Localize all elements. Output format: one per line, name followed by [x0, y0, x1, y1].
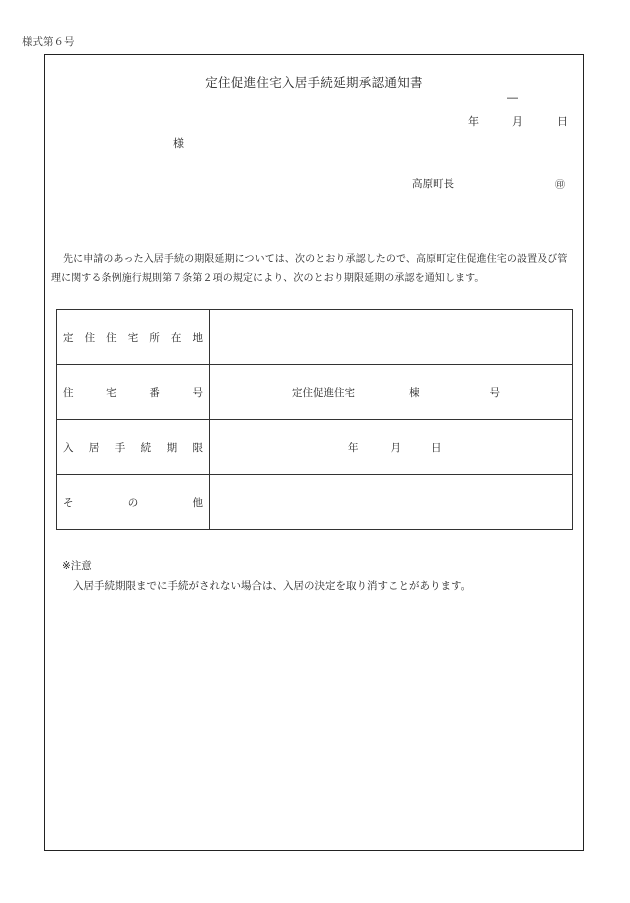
house-prefix: 定住促進住宅 — [292, 386, 355, 399]
label-cell-deadline — [57, 420, 210, 475]
house-number-unit: 号 — [489, 386, 500, 399]
value-cell-deadline — [210, 420, 573, 475]
value-cell-location — [210, 310, 573, 365]
label-char: 定 — [63, 331, 74, 344]
date-year-label: 年 — [468, 115, 479, 128]
issuer-name: 高原町長 — [412, 178, 454, 190]
label-char: 期 — [166, 441, 178, 454]
label-cell-other — [57, 475, 210, 530]
label-char: 住 — [106, 331, 117, 344]
label-char: 号 — [192, 386, 203, 399]
date-dash: ― — [507, 91, 518, 104]
label-char: 在 — [170, 331, 182, 344]
notes-heading: ※注意 — [62, 560, 92, 572]
date-month-label: 月 — [512, 115, 523, 128]
table-row — [57, 475, 573, 530]
label-char: そ — [63, 496, 74, 509]
label-cell-house-number — [57, 365, 210, 420]
label-char: 居 — [88, 441, 100, 454]
label-cell-location — [57, 310, 210, 365]
notice-body: 先に申請のあった入居手続の期限延期については、次のとおり承認したので、高原町定住促進住宅の設置及び管理に関する条例施行規則第７条第２項の規定により、次のとおり期限延期の承認を通知します。 — [51, 254, 568, 284]
label-char: 宅 — [127, 331, 139, 344]
form-number: 様式第６号 — [22, 36, 75, 48]
date-day-label: 日 — [557, 115, 568, 128]
label-char: 住 — [84, 331, 96, 344]
label-char: 入 — [63, 441, 74, 454]
document-title: 定住促進住宅入居手続延期承認通知書 — [205, 75, 423, 90]
label-char: 続 — [140, 441, 152, 454]
value-cell-other — [210, 475, 573, 530]
seal-mark: ㊞ — [555, 180, 565, 191]
label-char: の — [127, 496, 139, 509]
value-cell-house-number — [210, 365, 573, 420]
label-char: 他 — [192, 496, 203, 509]
label-char: 手 — [114, 441, 126, 454]
deadline-year-label: 年 — [348, 441, 359, 454]
deadline-day-label: 日 — [431, 441, 442, 454]
label-char: 番 — [149, 386, 160, 399]
addressee-suffix: 様 — [173, 137, 184, 150]
label-char: 所 — [149, 331, 160, 344]
table-row — [57, 310, 573, 365]
deadline-month-label: 月 — [390, 441, 401, 454]
label-char: 住 — [63, 386, 74, 399]
info-table — [56, 309, 573, 530]
table-row — [57, 420, 573, 475]
notes-text: 入居手続期限までに手続がされない場合は、入居の決定を取り消すことがあります。 — [73, 580, 472, 592]
table-row — [57, 365, 573, 420]
label-char: 宅 — [106, 386, 117, 399]
label-char: 限 — [192, 441, 203, 454]
house-building-unit: 棟 — [409, 386, 420, 399]
document-frame — [44, 54, 584, 851]
label-char: 地 — [192, 331, 203, 344]
